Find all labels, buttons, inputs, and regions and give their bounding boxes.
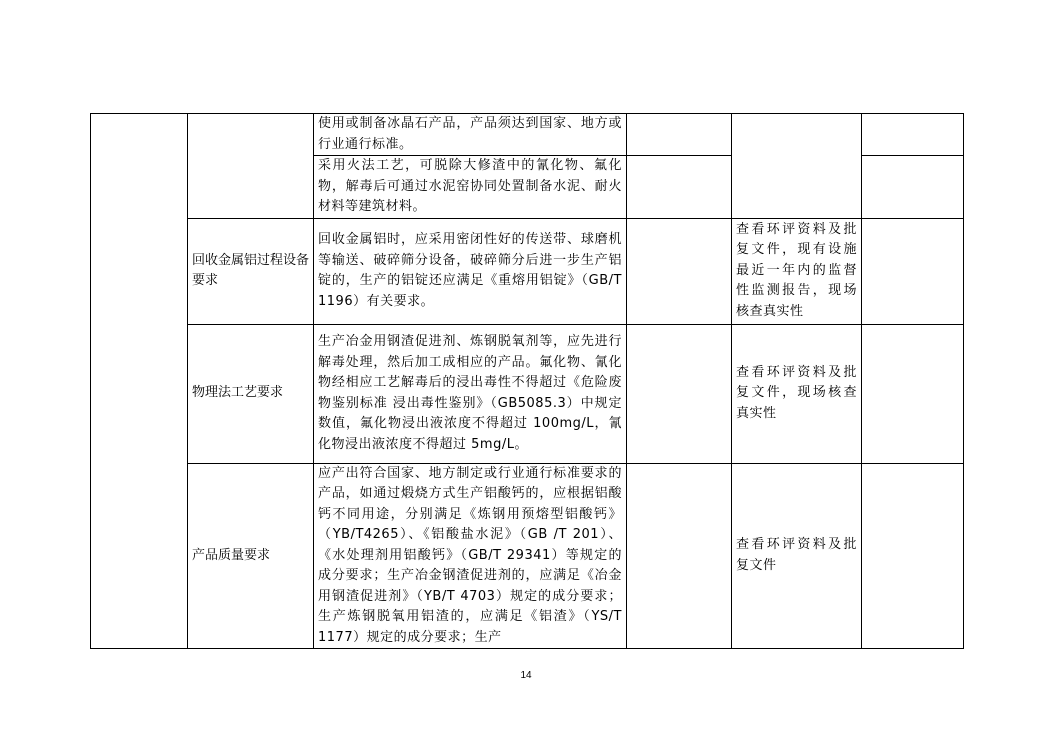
remark-cell	[862, 114, 964, 156]
result-cell	[627, 218, 732, 324]
requirement-cell: 使用或制备冰晶石产品，产品须达到国家、地方或行业通行标准。	[314, 114, 627, 156]
result-cell	[627, 324, 732, 463]
page-number: 14	[520, 670, 532, 681]
table-row	[91, 463, 964, 649]
table-row	[91, 324, 964, 463]
remark-cell	[862, 218, 964, 324]
category-cell: 物理法工艺要求	[188, 324, 314, 463]
requirement-cell: 生产冶金用钢渣促进剂、炼钢脱氧剂等，应先进行解毒处理，然后加工成相应的产品。氟化物、氰化物经相应工艺解毒后的浸出毒性不得超过《危险废物鉴别标准 浸出毒性鉴别》（GB5085.3）中规定数值，氟化物浸出液浓度不得超过 100mg/L，氰化物浸出液浓度不得超过 5mg/L。	[314, 324, 627, 463]
result-cell	[627, 156, 732, 219]
check-method-cell: 查看环评资料及批复文件，现场核查真实性	[732, 324, 862, 463]
check-method-cell: 查看环评资料及批复文件，现有设施最近一年内的监督性监测报告，现场核查真实性	[732, 218, 862, 324]
remark-cell	[862, 463, 964, 649]
category-cell: 产品质量要求	[188, 463, 314, 649]
check-method-cell: 查看环评资料及批复文件	[732, 463, 862, 649]
category-cell: 回收金属铝过程设备要求	[188, 218, 314, 324]
remark-cell	[862, 324, 964, 463]
result-cell	[627, 463, 732, 649]
requirements-table	[90, 113, 964, 649]
outer-category-cell	[91, 114, 188, 649]
check-method-cell	[732, 114, 862, 219]
category-cell	[188, 114, 314, 219]
table-row	[91, 218, 964, 324]
remark-cell	[862, 156, 964, 219]
requirement-cell: 采用火法工艺，可脱除大修渣中的氰化物、氟化物，解毒后可通过水泥窑协同处置制备水泥、耐火材料等建筑材料。	[314, 156, 627, 219]
requirement-cell: 应产出符合国家、地方制定或行业通行标准要求的产品，如通过煅烧方式生产铝酸钙的，应根据铝酸钙不同用途，分别满足《炼钢用预熔型铝酸钙》（YB/T4265）、《铝酸盐水泥》（GB /T 201）、《水处理剂用铝酸钙》（GB/T 29341）等规定的成分要求；生产冶金钢渣促进剂的，应满足《冶金用钢渣促进剂》（YB/T 4703）规定的成分要求；生产炼钢脱氧用铝渣的，应满足《铝渣》（YS/T 1177）规定的成分要求；生产	[314, 463, 627, 649]
requirement-cell: 回收金属铝时，应采用密闭性好的传送带、球磨机等输送、破碎筛分设备，破碎筛分后进一步生产铝锭的，生产的铝锭还应满足《重熔用铝锭》（GB/T 1196）有关要求。	[314, 218, 627, 324]
table-row	[91, 114, 964, 156]
result-cell	[627, 114, 732, 156]
